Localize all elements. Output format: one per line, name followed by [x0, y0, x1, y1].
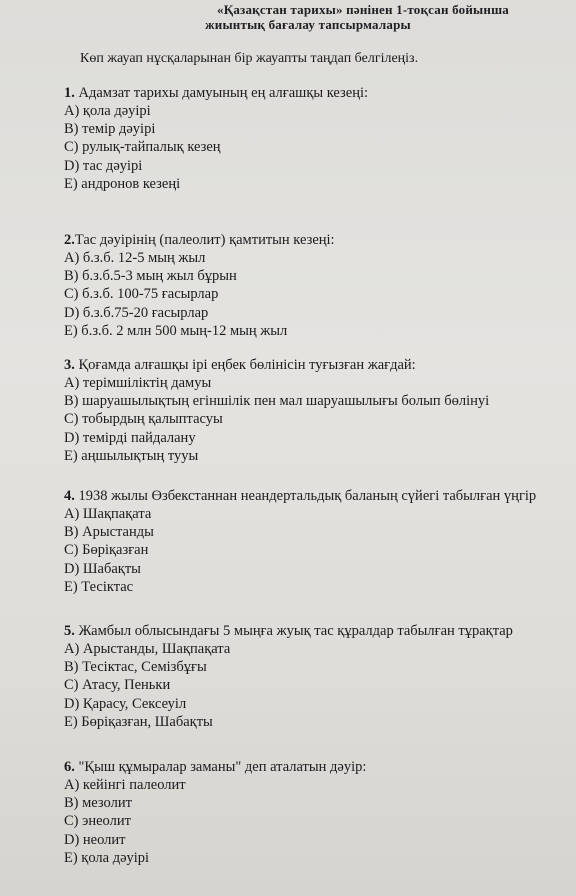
- answer-option-b: В) Арыстанды: [64, 524, 154, 541]
- question-title: [64, 231, 576, 249]
- question-title: [64, 356, 576, 374]
- question-number: 6.: [64, 759, 75, 775]
- answer-option-c: С) Бөріқазған: [64, 542, 149, 559]
- answer-option-a: А) б.з.б. 12-5 мың жыл: [64, 250, 206, 266]
- question-1: [64, 84, 576, 193]
- answer-option-b: В) темір дәуірі: [64, 121, 156, 138]
- answer-option-c: С) б.з.б. 100-75 ғасырлар: [64, 286, 219, 303]
- question-title: [64, 84, 576, 102]
- answer-option-c: С) рулық-тайпалық кезең: [64, 139, 221, 156]
- question-title: [64, 487, 576, 505]
- answer-option-a: А) кейінгі палеолит: [64, 777, 186, 793]
- question-4: [64, 487, 576, 596]
- answer-option-e: Е) аңшылықтың тууы: [64, 447, 199, 464]
- answer-option-c: С) энеолит: [64, 813, 131, 830]
- question-title: [64, 758, 576, 776]
- answer-option-d: D) Шабақты: [64, 560, 141, 577]
- question-text: Қоғамда алғашқы ірі еңбек бөлінісін туғызған жағдай:: [74, 357, 416, 373]
- question-text: 1938 жылы Өзбекстаннан неандертальдық баланың сүйегі табылған үңгір: [74, 488, 537, 504]
- answer-option-b: В) шаруашылықтың егіншілік пен мал шаруашылығы болып бөлінуі: [64, 393, 490, 410]
- question-6: [64, 758, 576, 867]
- header-line-1: «Қазақстан тарихы» пәнінен 1-тоқсан бойынша: [217, 2, 509, 17]
- answer-option-a: А) терімшіліктің дамуы: [64, 375, 212, 391]
- answer-option-b: В) б.з.б.5-3 мың жыл бұрын: [64, 268, 237, 285]
- answer-option-d: D) б.з.б.75-20 ғасырлар: [64, 304, 209, 321]
- question-5: [64, 622, 576, 731]
- answer-option-c: С) тобырдың қалыптасуы: [64, 411, 223, 428]
- answer-option-a: А) Арыстанды, Шақпақата: [64, 641, 231, 657]
- question-number: 5.: [64, 623, 75, 639]
- header-line-2: жиынтық бағалау тапсырмалары: [205, 17, 411, 32]
- question-2: [64, 231, 576, 340]
- question-title: [64, 622, 576, 640]
- question-text: "Қыш құмыралар заманы" деп аталатын дәуір:: [74, 759, 367, 775]
- instruction-text: Көп жауап нұсқаларынан бір жауапты таңдап белгілеңіз.: [80, 51, 419, 66]
- answer-option-d: D) темірді пайдалану: [64, 429, 196, 446]
- answer-option-d: D) тас дәуірі: [64, 157, 143, 174]
- answer-option-e: Е) Тесіктас: [64, 578, 134, 595]
- question-number: 3.: [64, 357, 75, 373]
- answer-option-b: В) мезолит: [64, 795, 132, 812]
- answer-option-d: D) Қарасу, Сексеуіл: [64, 695, 187, 712]
- question-text: Адамзат тарихы дамуының ең алғашқы кезеңі:: [74, 85, 369, 101]
- answer-option-e: Е) қола дәуірі: [64, 849, 150, 866]
- question-number: 4.: [64, 488, 75, 504]
- question-number: 1.: [64, 85, 75, 101]
- question-number: 2.: [64, 232, 75, 248]
- question-3: [64, 356, 576, 465]
- answer-option-e: Е) андронов кезеңі: [64, 175, 181, 192]
- answer-option-d: D) неолит: [64, 831, 126, 848]
- answer-option-a: А) қола дәуірі: [64, 103, 151, 119]
- answer-option-e: Е) б.з.б. 2 млн 500 мың-12 мың жыл: [64, 322, 288, 339]
- question-text: Жамбыл облысындағы 5 мыңға жуық тас құралдар табылған тұрақтар: [74, 623, 513, 639]
- document-header: [0, 2, 576, 32]
- answer-option-c: С) Атасу, Пеньки: [64, 677, 171, 694]
- question-text: Тас дәуірінің (палеолит) қамтитын кезеңі:: [74, 232, 335, 248]
- answer-option-b: В) Тесіктас, Семізбұғы: [64, 659, 207, 676]
- answer-option-a: А) Шақпақата: [64, 506, 152, 522]
- answer-option-e: Е) Бөріқазған, Шабақты: [64, 713, 213, 730]
